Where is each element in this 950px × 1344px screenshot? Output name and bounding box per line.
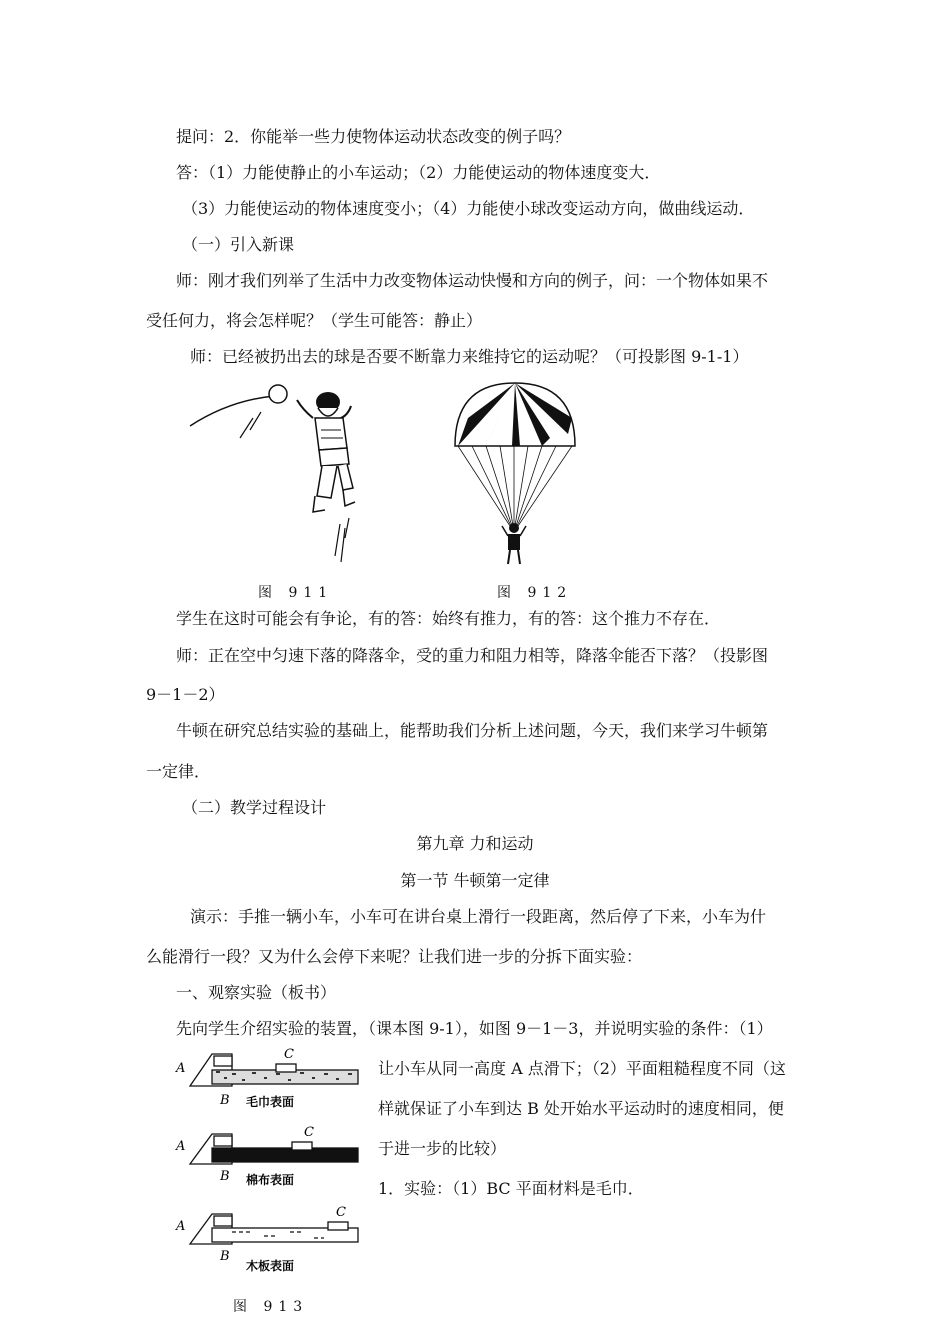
figure-913-illustration — [172, 1048, 372, 1310]
surface-towel-label: 毛巾表面 — [246, 1095, 295, 1109]
figure-912-caption: 图 912 — [497, 585, 573, 601]
label-c-2: C — [304, 1125, 314, 1140]
label-a-1: A — [176, 1061, 186, 1076]
newton-intro-line-cont: 一定律． — [146, 762, 211, 781]
ramp-towel-setup — [175, 1048, 358, 1109]
condition-line-3: 于进一步的比较） — [378, 1139, 507, 1158]
label-c-3: C — [336, 1205, 346, 1220]
condition-line-2: 样就保证了小车到达 B 处开始水平运动时的速度相同，便 — [378, 1099, 784, 1118]
teacher-line-2: 师：已经被扔出去的球是否要不断靠力来维持它的运动呢？（可投影图 9-1-1） — [190, 347, 749, 366]
student-response: 学生在这时可能会有争论，有的答：始终有推力，有的答：这个推力不存在． — [176, 609, 721, 628]
figure-913-caption: 图 913 — [233, 1299, 309, 1315]
figure-911-caption: 图 911 — [258, 585, 334, 601]
teacher-line-3: 师：正在空中匀速下落的降落伞，受的重力和阻力相等，降落伞能否下落？（投影图 — [176, 646, 769, 665]
newton-intro-line: 牛顿在研究总结实验的基础上，能帮助我们分析上述问题，今天，我们来学习牛顿第 — [176, 721, 769, 740]
demo-line: 演示：手推一辆小车，小车可在讲台桌上滑行一段距离，然后停了下来，小车为什 — [190, 907, 767, 926]
answer-line-2: （3）力能使运动的物体速度变小；（4）力能使小球改变运动方向，做曲线运动． — [182, 199, 755, 218]
section-title: 第一节 牛顿第一定律 — [400, 871, 550, 890]
demo-line-cont: 么能滑行一段？又为什么会停下来呢？让我们进一步的分拆下面实验： — [146, 947, 643, 966]
ramp-cotton-setup — [175, 1125, 358, 1187]
label-b-3: B — [220, 1249, 230, 1264]
question-line: 提问：2．你能举一些力使物体运动状态改变的例子吗？ — [176, 127, 571, 146]
heading-process: （二）教学过程设计 — [182, 798, 327, 817]
label-c-1: C — [284, 1048, 294, 1062]
label-a-2: A — [176, 1139, 186, 1154]
heading-intro: （一）引入新课 — [182, 235, 295, 254]
answer-line-1: 答：（1）力能使静止的小车运动；（2）力能使运动的物体速度变大． — [176, 163, 661, 182]
label-a-3: A — [176, 1219, 186, 1234]
experiment-step-1: 1．实验：（1）BC 平面材料是毛巾． — [378, 1179, 644, 1198]
label-b-1: B — [220, 1093, 230, 1108]
teacher-line-3-cont: 9－1－2） — [146, 685, 225, 704]
label-b-2: B — [220, 1169, 230, 1184]
surface-wood-label: 木板表面 — [246, 1259, 295, 1273]
figure-912-illustration — [450, 378, 580, 573]
heading-experiment: 一、观察实验（板书） — [176, 983, 337, 1002]
figure-911-illustration — [185, 378, 385, 573]
condition-line-1: 让小车从同一高度 A 点滑下；（2）平面粗糙程度不同（这 — [378, 1059, 786, 1078]
setup-line: 先向学生介绍实验的装置，（课本图 9-1），如图 9－1－3，并说明实验的条件：（1） — [176, 1019, 773, 1038]
ramp-wood-setup — [175, 1205, 358, 1273]
chapter-title: 第九章 力和运动 — [416, 834, 534, 853]
teacher-line-1: 师：刚才我们列举了生活中力改变物体运动快慢和方向的例子，问：一个物体如果不 — [176, 271, 769, 290]
teacher-line-1-cont: 受任何力，将会怎样呢？（学生可能答：静止） — [146, 311, 483, 330]
surface-cotton-label: 棉布表面 — [246, 1173, 295, 1187]
